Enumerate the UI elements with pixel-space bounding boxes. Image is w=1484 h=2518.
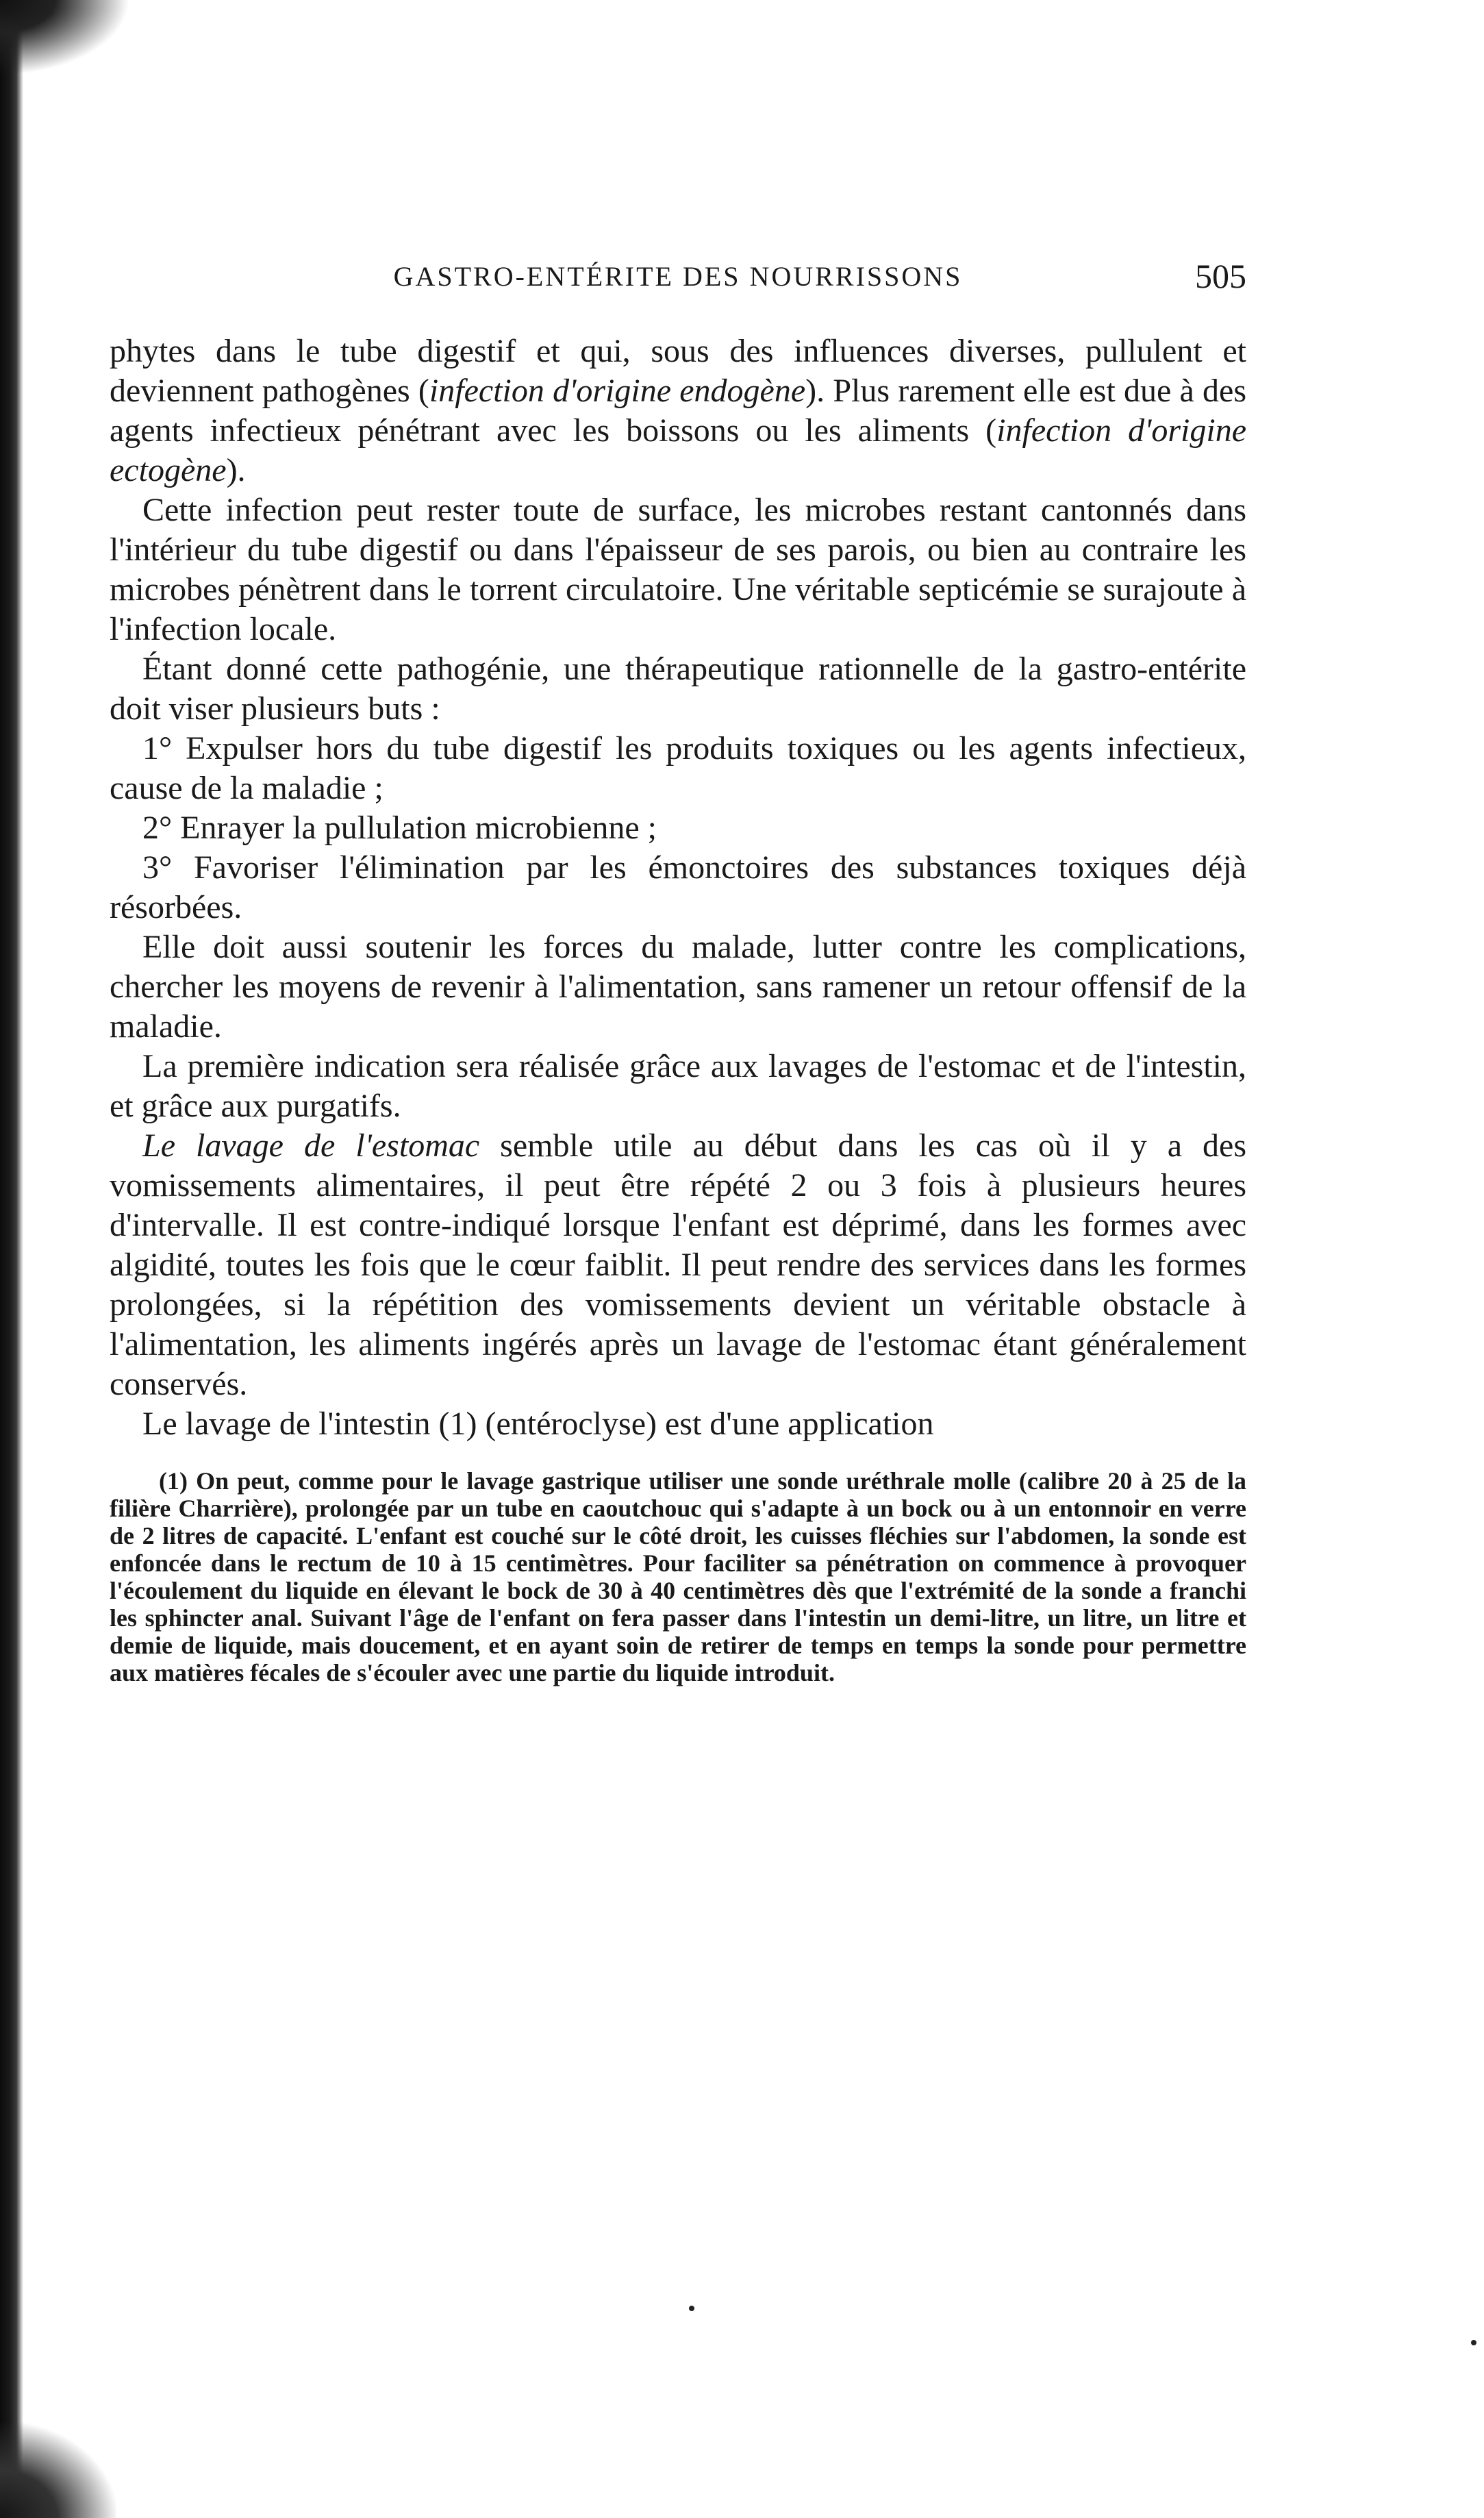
paragraph bbox=[110, 729, 1246, 808]
paragraph bbox=[110, 808, 1246, 848]
footnote-text: On peut, comme pour le lavage gastrique utiliser une sonde uréthrale molle (calibre 20 à 25 de la filière Charrière), prolongée par un tube en caoutchouc qui s'adapte à un bock ou à un entonnoir en verre de 2 litres de capacité. L'enfant est couché sur le côté droit, les cuisses fléchies sur l'abdomen, la sonde est enfoncée dans le rectum de 10 à 15 centimètres. Pour faciliter sa pénétration on commence à provoquer l'écoulement du liquide en élevant le bock de 30 à 40 centimètres dès que l'extrémité de la sonde a franchi les sphincter anal. Suivant l'âge de l'enfant on fera passer dans l'intestin un demi-litre, un litre, un litre et demie de liquide, mais doucement, et en ayant soin de retirer de temps en temps la sonde pour permettre aux matières fécales de s'écouler avec une partie du liquide introduit. bbox=[110, 1467, 1247, 1686]
page-number: 505 bbox=[1195, 257, 1246, 295]
stray-mark bbox=[689, 2306, 694, 2311]
paragraph bbox=[110, 1126, 1246, 1404]
italic-phrase: infection d'origine endogène bbox=[429, 373, 806, 409]
italic-phrase: infection d'origine ectogène bbox=[110, 412, 1246, 488]
paragraph bbox=[110, 649, 1246, 729]
paragraph bbox=[110, 490, 1246, 649]
text-run: 1° Expulser hors du tube digestif les produits toxiques ou les agents infectieux, cause de la maladie ; bbox=[110, 730, 1246, 806]
paragraph bbox=[110, 848, 1246, 927]
text-run: La première indication sera réalisée grâce aux lavages de l'estomac et de l'intestin, et grâce aux purgatifs. bbox=[110, 1048, 1246, 1124]
text-run: 2° Enrayer la pullulation microbienne ; bbox=[142, 810, 657, 846]
paragraph bbox=[110, 332, 1246, 490]
paragraph bbox=[110, 1047, 1246, 1126]
text-run: Le lavage de l'intestin (1) (entéroclyse) est d'une application bbox=[142, 1406, 934, 1442]
stray-mark bbox=[1471, 2340, 1476, 2345]
footnote bbox=[110, 1467, 1246, 1686]
text-run: Étant donné cette pathogénie, une thérapeutique rationnelle de la gastro-entérite doit viser plusieurs buts : bbox=[110, 651, 1246, 727]
text-run: phytes dans le tube digestif et qui, sous des influences diverses, pullulent et deviennent pathogènes ( bbox=[110, 333, 1246, 409]
text-run: ). Plus rarement elle est due à des agents infectieux pénétrant avec les boissons ou les aliments ( bbox=[110, 373, 1247, 449]
paragraph bbox=[110, 927, 1246, 1047]
binding-shadow-top bbox=[0, 0, 130, 75]
binding-shadow-bottom bbox=[0, 2422, 116, 2518]
text-run: semble utile au début dans les cas où il y a des vomissements alimentaires, il peut être répété 2 ou 3 fois à plusieurs heures d'intervalle. Il est contre-indiqué lorsque l'enfant est déprimé, dans les formes avec algidité, toutes les fois que le cœur faiblit. Il peut rendre des services dans les formes prolongées, si la répétition des vomissements devient un véritable obstacle à l'alimentation, les aliments ingérés après un lavage de l'estomac étant généralement conservés. bbox=[110, 1127, 1246, 1402]
paragraph bbox=[110, 1404, 1246, 1444]
text-run: Elle doit aussi soutenir les forces du malade, lutter contre les complications, chercher les moyens de revenir à l'alimentation, sans ramener un retour offensif de la maladie. bbox=[110, 929, 1246, 1045]
text-run: Cette infection peut rester toute de surface, les microbes restant cantonnés dans l'intérieur du tube digestif ou dans l'épaisseur de ses parois, ou bien au contraire les microbes pénètrent dans le torrent circulatoire. Une véritable septicémie se surajoute à l'infection locale. bbox=[110, 492, 1246, 647]
running-head bbox=[110, 257, 1246, 308]
body-text bbox=[110, 332, 1246, 1444]
italic-phrase: Le lavage de l'estomac bbox=[142, 1127, 480, 1164]
binding-shadow bbox=[0, 0, 23, 2518]
running-title: GASTRO-ENTÉRITE DES NOURRISSONS bbox=[393, 261, 963, 292]
text-run: 3° Favoriser l'élimination par les émonctoires des substances toxiques déjà résorbées. bbox=[110, 849, 1246, 925]
book-page bbox=[110, 257, 1247, 1686]
footnote-marker: (1) bbox=[159, 1467, 188, 1495]
text-run: ). bbox=[226, 452, 246, 488]
